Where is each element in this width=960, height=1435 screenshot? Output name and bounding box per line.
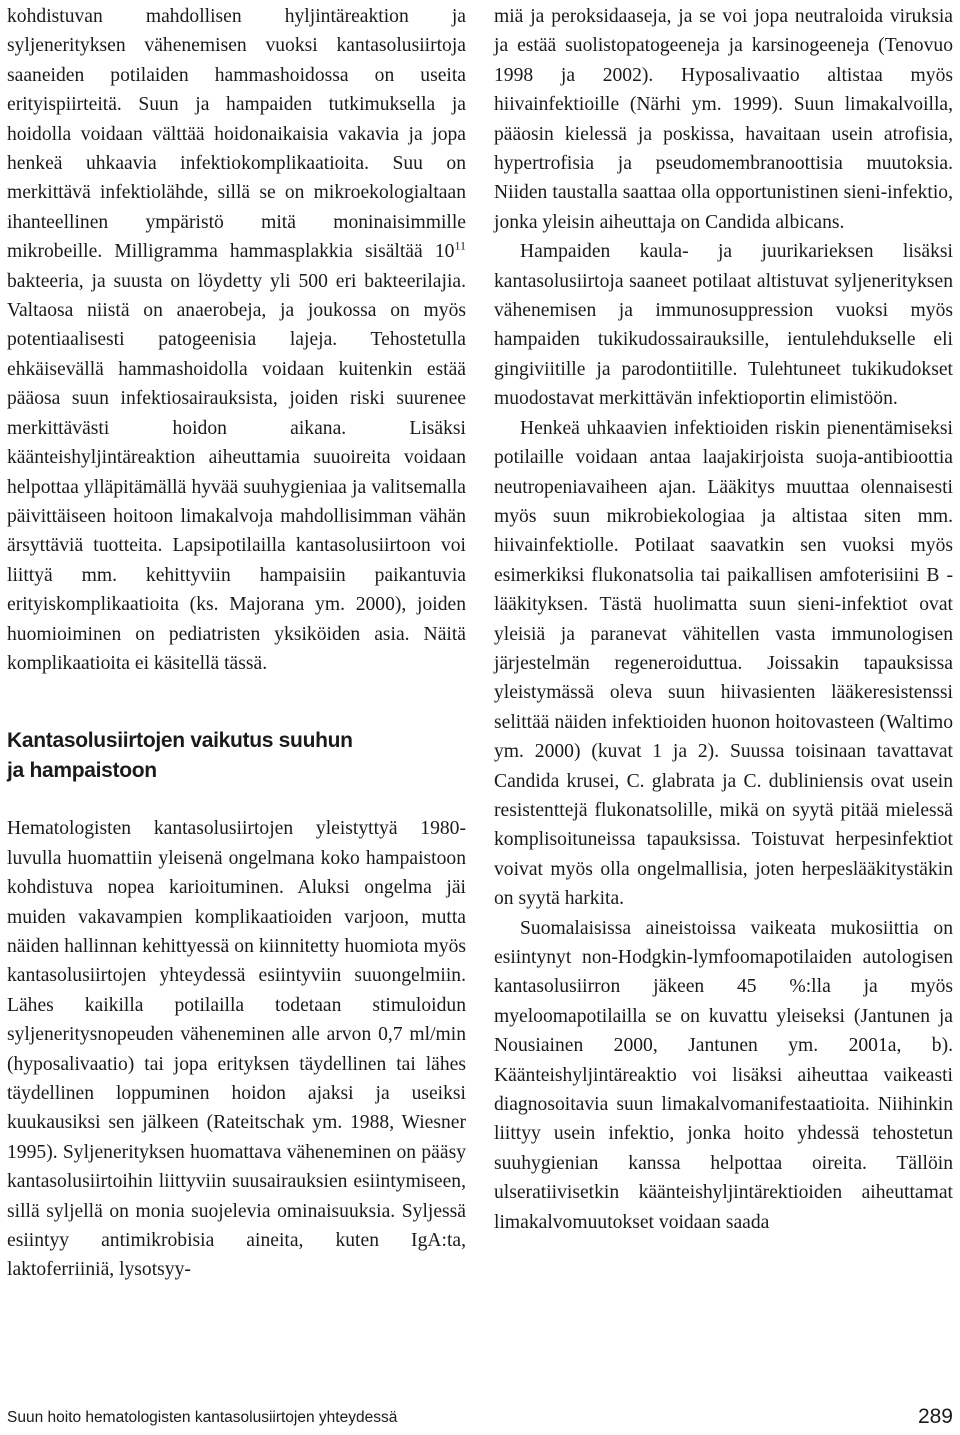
right-paragraph-3: Henkeä uhkaavien infektioiden riskin pienentämiseksi potilaille voidaan antaa laajakirjoista suoja-antibioottia neutropeniavaiheen ajan. Lääkitys muuttaa olennaisesti myös suun mikrobiekologiaa ja altistaa siten mm. hiivainfektiolle. Potilaat saavatkin sen vuoksi myös esimerkiksi flukonatsolia tai paikallisen amfoterisiini B -lääkityksen. Tästä huolimatta suun sieni-infektiot ovat yleisiä ja paranevat vähitellen vasta immunologisen järjestelmän regeneroiduttua. Joissakin tapauksissa yleistymässä oleva suun hiivasienten lääkeresistenssi selittää näiden infektioiden huonon hoitovasteen (Waltimo ym. 2000) (kuvat 1 ja 2). Suussa toisinaan tavattavat Candida krusei, C. glabrata ja C. dubliniensis ovat usein resistenttejä flukonatsolille, mikä on syytä pitää mielessä komplisoituneissa tapauksissa. Toistuvat herpesinfektiot voivat myös olla ongelmallisia, joten herpeslääkitystäkin on syytä harkita.	[494, 417, 953, 910]
section-heading	[7, 726, 466, 786]
left-column	[7, 2, 466, 1285]
intro-paragraph	[7, 2, 466, 678]
page-footer	[7, 1404, 953, 1430]
section-paragraph: Hematologisten kantasolusiirtojen yleistyttyä 1980-luvulla huomattiin yleisenä ongelmana koko hampaistoon kohdistuva nopea karioituminen. Aluksi ongelma jäi muiden vakavampien komplikaatioiden varjoon, mutta näiden hallinnan kehittyessä on kiinnitetty huomiota myös kantasolusiirtojen yhteydessä esiintyviin suuongelmiin. Lähes kaikilla potilailla todetaan stimuloidun syljeneritysnopeuden väheneminen alle arvon 0,7 ml/min (hyposalivaatio) tai jopa erityksen täydellinen tai lähes täydellinen loppuminen hoidon ajaksi ja useiksi kuukausiksi sen jälkeen (Rateitschak ym. 1988, Wiesner 1995). Syljenerityksen huomattava väheneminen on pääsy kantasolusiirtoihin liittyviin suusairauksien esiintymiseen, sillä syljellä on monia suojelevia ominaisuuksia. Syljessä esiintyy antimikrobisia aineita, kuten IgA:ta, laktoferriiniä, lysotsyy-	[7, 818, 466, 1281]
intro-text-b: bakteeria, ja suusta on löydetty yli 500 eri bakteerilajia. Valtaosa niistä on anaerobeja, ja joukossa on myös potentiaalisesti patogeenisia lajeja. Tehostetulla ehkäisevällä hammashoidolla voidaan kuitenkin estää pääosa suun infektiosairauksista, joiden riski suurenee merkittävästi hoidon aikana. Lisäksi käänteishyljintäreaktion aiheuttamia suuoireita voidaan helpottaa ylläpitämällä hyvää suuhygieniaa ja valitsemalla päivittäiseen hoitoon limakalvoja mahdollisimman vähän ärsyttäviä tuotteita. Lapsipotilailla kantasolusiirtoon voi liittyä mm. kehittyviin hampaisiin paikantuvia erityiskomplikaatioita (ks. Majorana ym. 2000), joiden huomioiminen on pediatristen yksiköiden asia. Näitä komplikaatioita ei käsitellä tässä.	[7, 270, 466, 674]
right-column	[494, 2, 953, 1237]
section-heading-line-1: Kantasolusiirtojen vaikutus suuhun	[7, 729, 353, 753]
running-title: Suun hoito hematologisten kantasolusiirtojen yhteydessä	[7, 1409, 398, 1426]
right-paragraph-2: Hampaiden kaula- ja juurikarieksen lisäksi kantasolusiirtoja saaneet potilaat altistuvat syljenerityksen vähenemisen ja immunosuppression vuoksi myös hampaiden tukikudossairauksille, ientulehdukselle eli gingiviitille ja parodontiitille. Tulehtuneet tukikudokset muodostavat merkittävän infektioportin elimistöön.	[494, 241, 953, 410]
intro-text-a: kohdistuvan mahdollisen hyljintäreaktion ja syljenerityksen vähenemisen vuoksi kantasolusiirtoja saaneiden potilaiden hammashoidossa on useita erityispiirteitä. Suun ja hampaiden tutkimuksella ja hoidolla voidaan välttää hoidonaikaisia vakavia ja jopa henkeä uhkaavia infektiokomplikaatioita. Suu on merkittävä infektiolähde, sillä se on mikroekologialtaan ihanteellinen ympäristö mitä moninaisimmille mikrobeille. Milligramma hammasplakkia sisältää 10	[7, 6, 466, 263]
exponent-superscript: 11	[454, 238, 466, 253]
right-paragraph-4: Suomalaisissa aineistoissa vaikeata mukosiittia on esiintynyt non-Hodgkin-lymfoomapotilaiden autologisen kantasolusiirron jäkeen 45 %:lla ja myös myeloomapotilailla se on kuvattu yleiseksi (Jantunen ja Nousiainen 2000, Jantunen ym. 2001a, b). Käänteishyljintäreaktio voi lisäksi aiheuttaa vaikeasti diagnosoitavia suun limakalvomanifestaatioita. Niihinkin liittyy usein infektio, jonka hoito yhdessä tehostetun suuhygienian kanssa helpottaa oireita. Tällöin ulseratiivisetkin käänteishyljintärektioiden aiheuttamat limakalvomuutokset voidaan saada	[494, 917, 953, 1233]
section-heading-line-2: ja hampaistoon	[7, 759, 157, 783]
page-number: 289	[917, 1405, 953, 1428]
right-paragraph-1: miä ja peroksidaaseja, ja se voi jopa neutraloida viruksia ja estää suolistopatogeeneja ja karsinogeeneja (Tenovuo 1998 ja 2002). Hyposalivaatio altistaa myös hiivainfektioille (Närhi ym. 1999). Suun limakalvoilla, pääosin kielessä ja poskissa, havaitaan usein atrofisia, hypertrofisia ja pseudomembranoottisia muutoksia. Niiden taustalla saattaa olla opportunistinen sieni-infektio, jonka yleisin aiheuttaja on Candida albicans.	[494, 6, 953, 233]
